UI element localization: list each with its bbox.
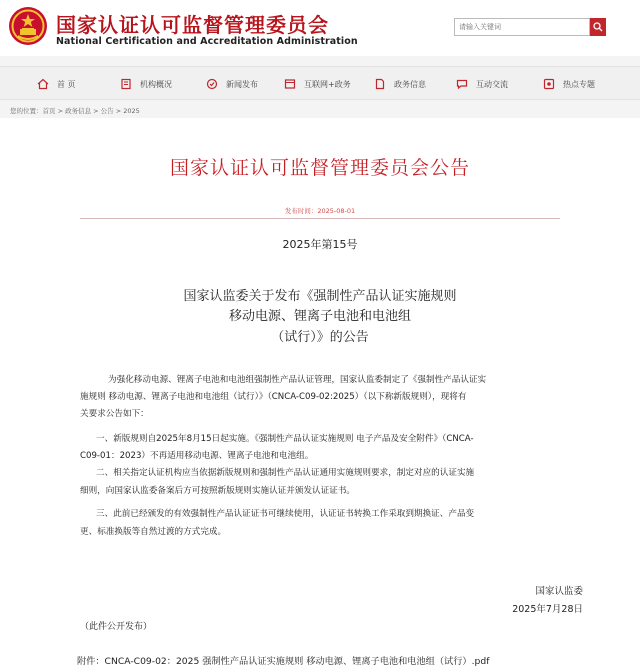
nav-label: 互动交流: [476, 79, 508, 89]
publication-note: （此件公开发布）: [80, 622, 153, 632]
nav-item-news[interactable]: [206, 76, 258, 92]
search-input[interactable]: [454, 18, 590, 36]
nav-label: 机构概况: [140, 79, 172, 89]
site-title-en: National Certification and Accreditation Administration: [56, 36, 358, 47]
news-icon: [206, 78, 218, 90]
sign-date: 2025年7月28日: [512, 604, 583, 615]
nav-item-interaction[interactable]: [456, 76, 508, 92]
title-divider: [80, 218, 560, 219]
search-icon: [593, 22, 603, 32]
site-title-cn[interactable]: 国家认证认可监督管理委员会: [56, 13, 329, 37]
national-emblem-icon[interactable]: [8, 6, 48, 46]
body-line: 为强化移动电源、锂离子电池和电池组强制性产品认证管理，国家认监委制定了《强制性产品认证实: [108, 375, 487, 385]
org-icon: [120, 78, 132, 90]
attachment-link[interactable]: 附件：CNCA-C09-02：2025 强制性产品认证实施规则 移动电源、锂离子电池和电池组（试行）.pdf: [77, 656, 490, 667]
nav-label: 新闻发布: [226, 79, 258, 89]
main-nav: [0, 66, 640, 100]
article-container: [0, 118, 640, 667]
body-line: 一、新版规则自2025年8月15日起实施。《强制性产品认证实施规则 电子产品及安全附件》（CNCA-: [96, 434, 474, 444]
nav-item-gov-info[interactable]: [374, 76, 426, 92]
nav-label: 首 页: [57, 79, 76, 89]
nav-item-topics[interactable]: [543, 76, 595, 92]
nav-label: 热点专题: [563, 79, 595, 89]
body-line: 三、此前已经颁发的有效强制性产品认证证书可继续使用，认证证书转换工作采取到期换证、产品变: [96, 509, 475, 519]
nav-label: 政务信息: [394, 79, 426, 89]
search-button[interactable]: [590, 18, 606, 36]
chat-icon: [456, 78, 468, 90]
site-header: [0, 0, 640, 56]
nav-item-home[interactable]: [37, 76, 76, 92]
article-title: 国家认证认可监督管理委员会公告: [169, 157, 470, 179]
document-icon: [374, 78, 386, 90]
nav-item-service[interactable]: [284, 76, 351, 92]
body-line: 施规则 移动电源、锂离子电池和电池组（试行）》（CNCA-C09-02:2025）（以下称新版规则），现将有: [80, 392, 467, 402]
publish-time: 发布时间：2025-08-01: [284, 207, 356, 215]
breadcrumb[interactable]: 您的位置：首页 > 政务信息 > 公告 > 2025: [10, 107, 140, 115]
nav-label: 互联网+政务: [304, 79, 351, 89]
home-icon: [37, 78, 49, 90]
body-line: 二、相关指定认证机构应当依据新版规则和强制性产品认证通用实施规则要求，制定对应的认证实施: [96, 468, 475, 478]
issue-number: 2025年第15号: [282, 238, 358, 251]
nav-item-org[interactable]: [120, 76, 172, 92]
headline-line-3: （试行）》的公告: [271, 330, 369, 345]
topic-icon: [543, 78, 555, 90]
service-icon: [284, 78, 296, 90]
headline-line-1: 国家认监委关于发布《强制性产品认证实施规则: [183, 289, 457, 304]
body-line: 更、标准换版等自然过渡的方式完成。: [80, 527, 227, 537]
signature: 国家认监委: [535, 586, 583, 597]
body-line: 关要求公告如下：: [80, 409, 149, 419]
body-line: C09-01：2023）不再适用移动电源、锂离子电池和电池组。: [80, 451, 314, 461]
headline-line-2: 移动电源、锂离子电池和电池组: [228, 309, 411, 324]
body-line: 细则，向国家认监委备案后方可按照新版规则实施认证并颁发认证证书。: [80, 486, 356, 496]
